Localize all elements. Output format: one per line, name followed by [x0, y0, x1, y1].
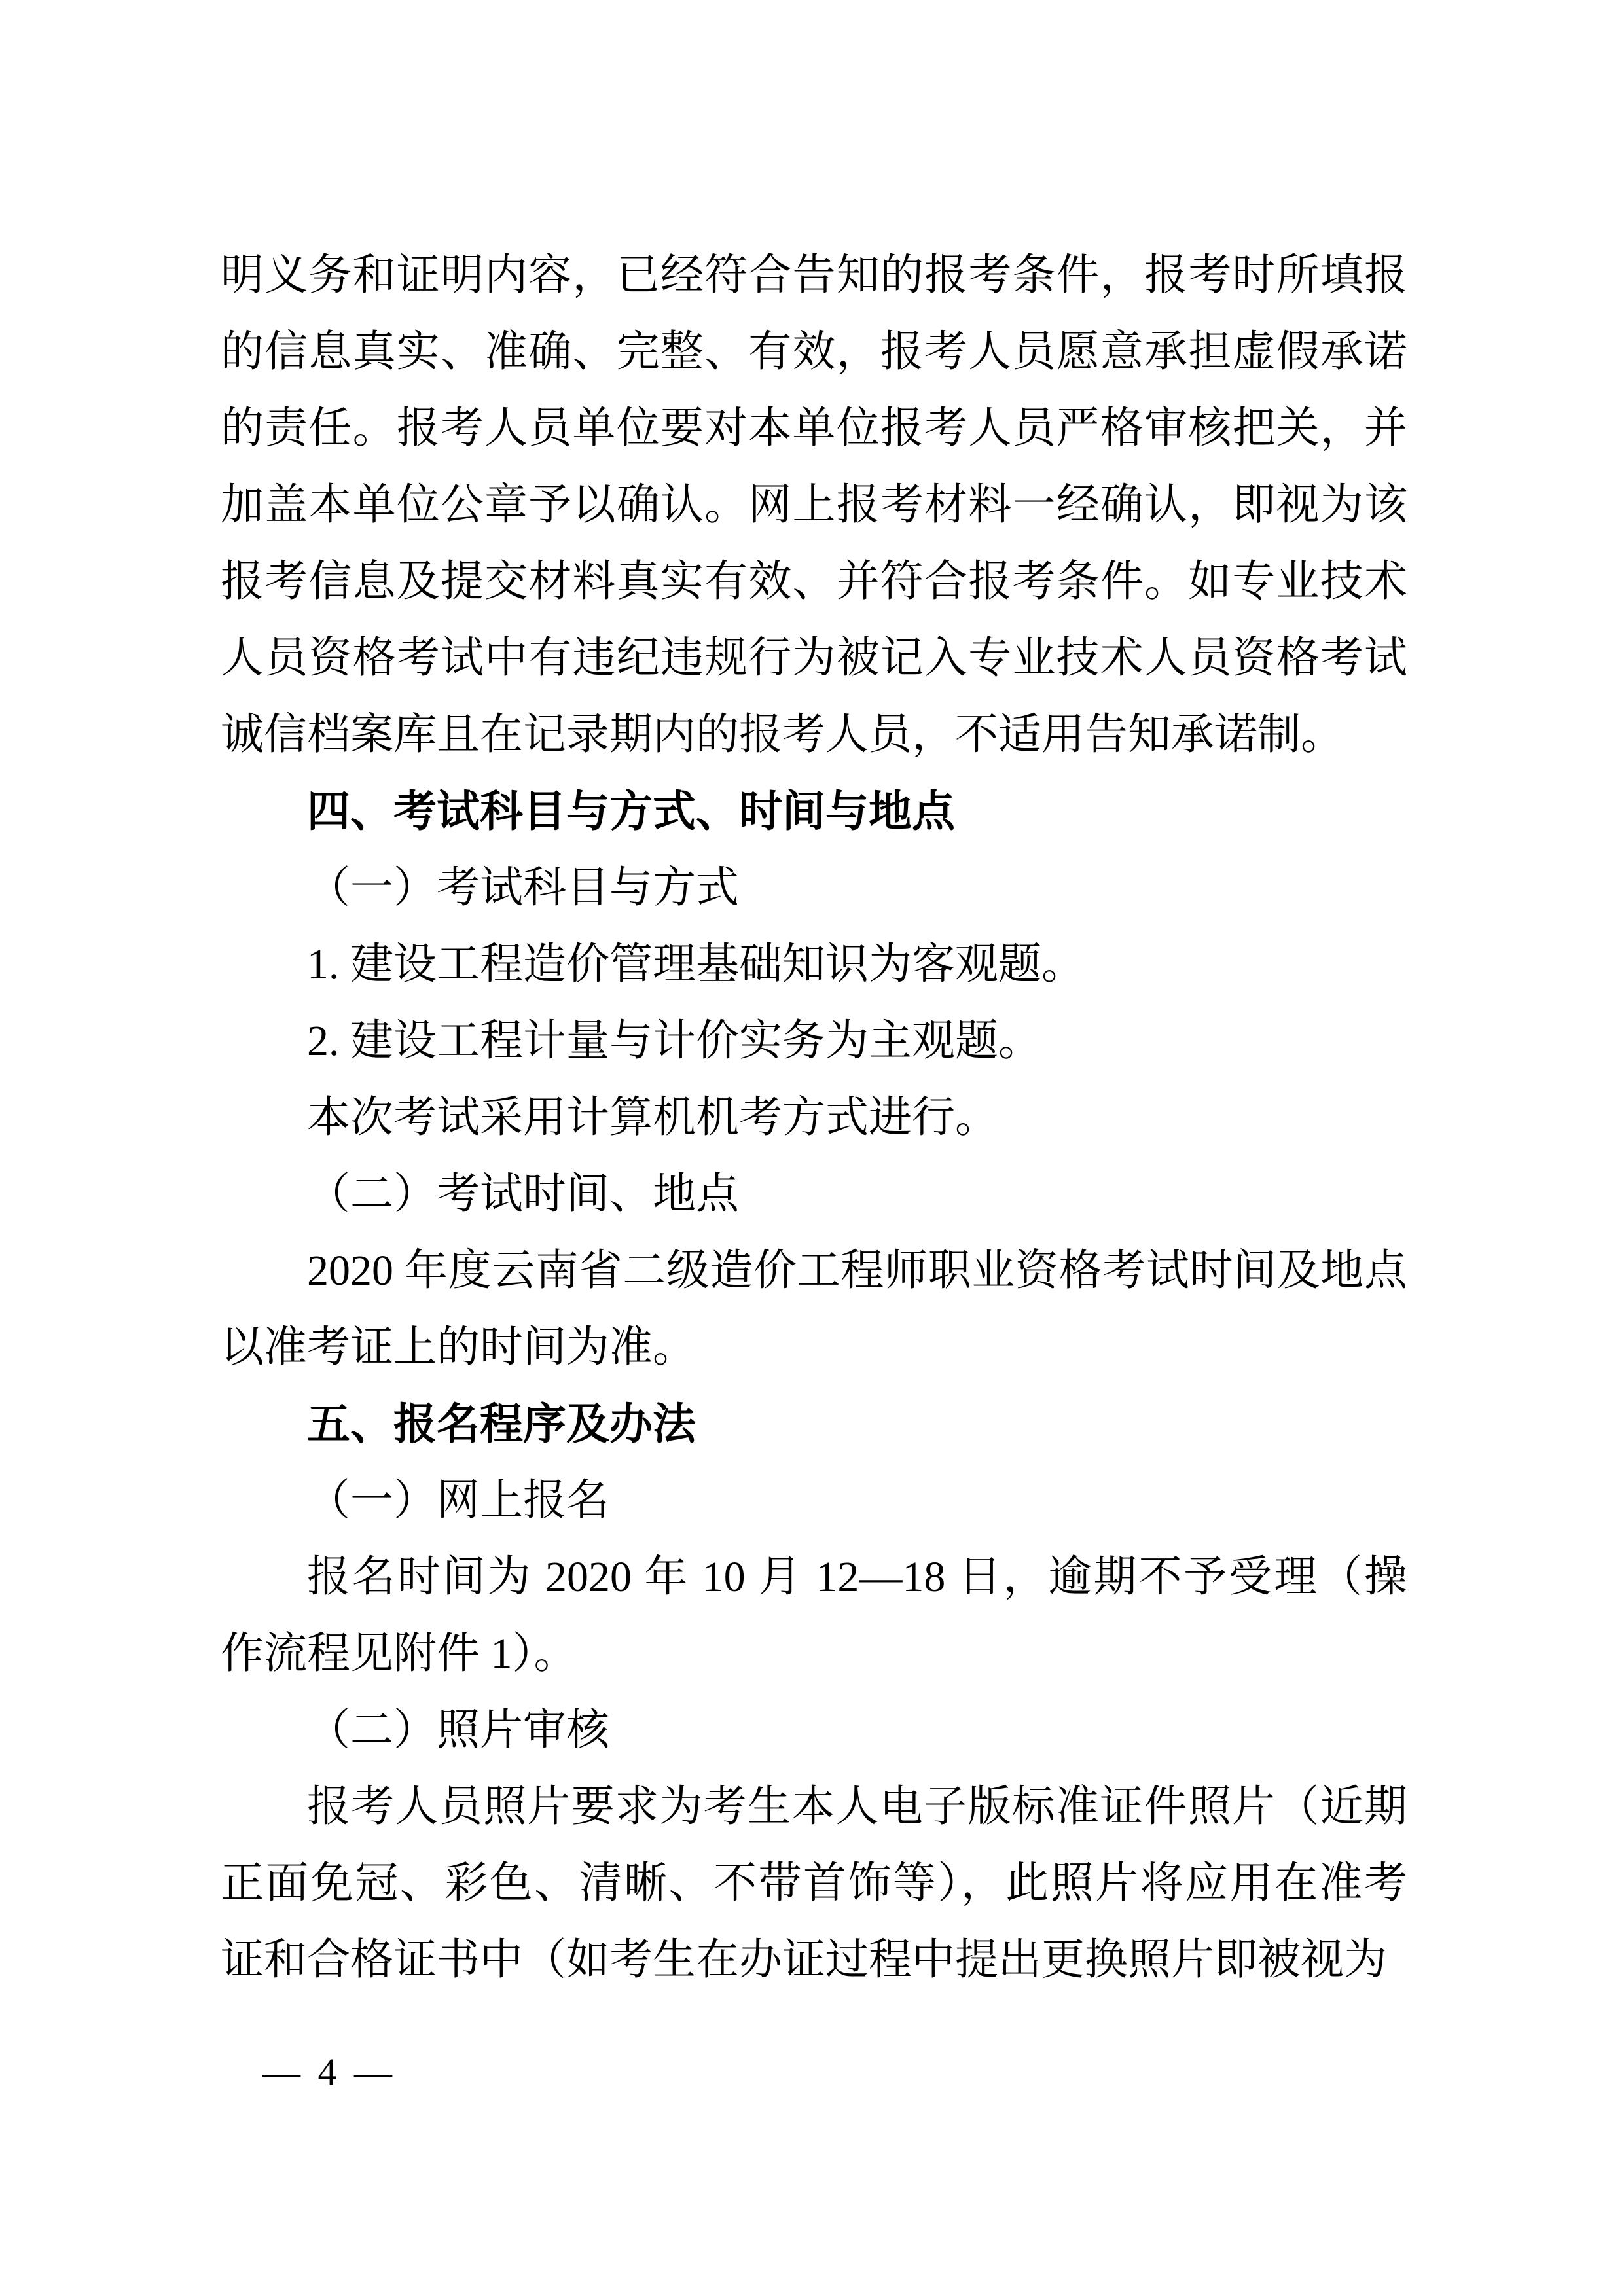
- document-body: [221, 237, 1407, 1998]
- paragraph-continuation: 明义务和证明内容，已经符合告知的报考条件，报考时所填报的信息真实、准确、完整、有效，报考人员愿意承担虚假承诺的责任。报考人员单位要对本单位报考人员严格审核把关，并加盖本单位公章予以确认。网上报考材料一经确认，即视为该报考信息及提交材料真实有效、并符合报考条件。如专业技术人员资格考试中有违纪违规行为被记入专业技术人员资格考试诚信档案库且在记录期内的报考人员，不适用告知承诺制。: [221, 251, 1407, 759]
- paragraph-photo-requirements: 报考人员照片要求为考生本人电子版标准证件照片（近期正面免冠、彩色、清晰、不带首饰等），此照片将应用在准考证和合格证书中（如考生在办证过程中提出更换照片即被视为: [221, 1783, 1407, 1984]
- subsection-heading-5-2: （二）照片审核: [307, 1706, 609, 1754]
- page-number: — 4 —: [262, 2051, 396, 2093]
- paragraph-exam-method: 本次考试采用计算机机考方式进行。: [307, 1094, 998, 1141]
- numbered-item-2: 2. 建设工程计量与计价实务为主观题。: [307, 1017, 1041, 1065]
- subsection-heading-4-2: （二）考试时间、地点: [307, 1170, 739, 1218]
- paragraph-registration-time: 报名时间为 2020 年 10 月 12—18 日，逾期不予受理（操作流程见附件 1）。: [221, 1553, 1407, 1677]
- subsection-heading-4-1: （一）考试科目与方式: [307, 864, 739, 912]
- subsection-heading-5-1: （一）网上报名: [307, 1477, 609, 1524]
- paragraph-exam-time-place: 2020 年度云南省二级造价工程师职业资格考试时间及地点以准考证上的时间为准。: [221, 1247, 1407, 1371]
- numbered-item-1: 1. 建设工程造价管理基础知识为客观题。: [307, 941, 1085, 988]
- section-heading-5: 五、报名程序及办法: [307, 1399, 696, 1448]
- section-heading-4: 四、考试科目与方式、时间与地点: [307, 787, 955, 835]
